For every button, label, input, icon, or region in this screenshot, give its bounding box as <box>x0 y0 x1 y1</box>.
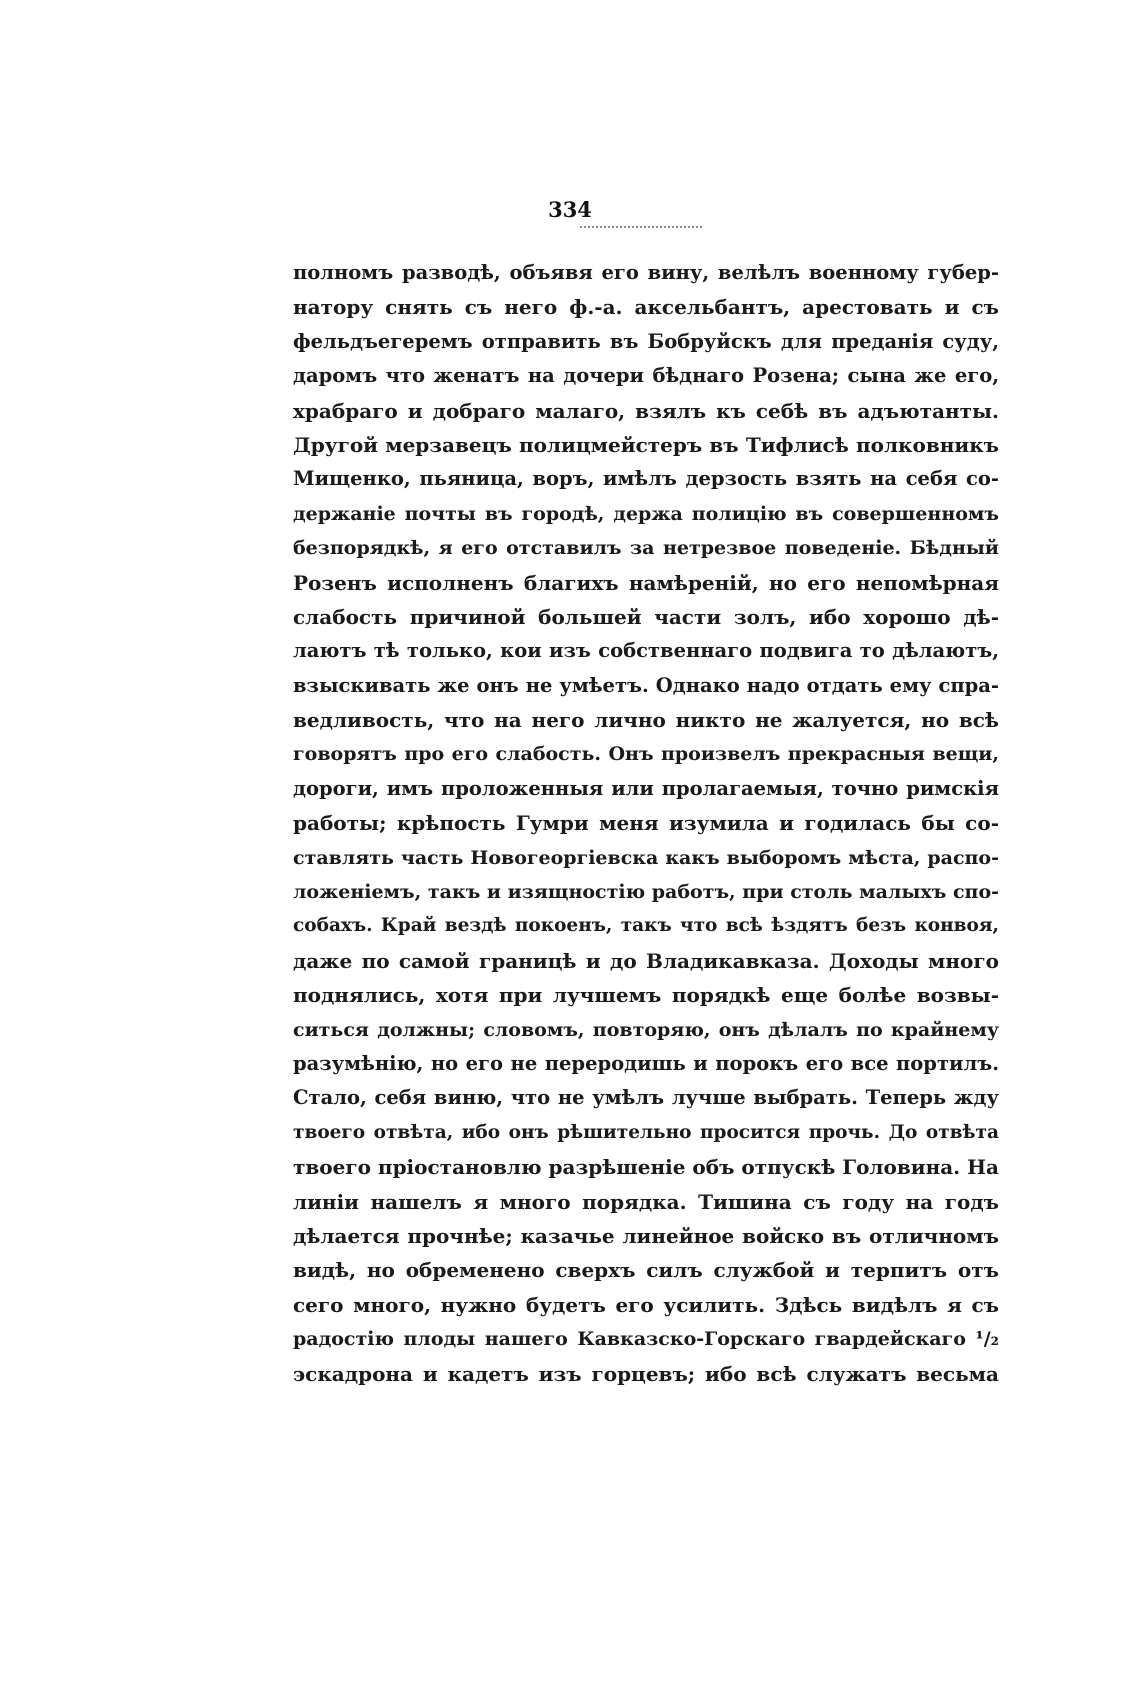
text-line: говорятъ про его слабость. Онъ произвелъ прекрасныя вещи, <box>293 743 999 766</box>
text-line: ложеніемъ, такъ и изящностію работъ, при столь малыхъ спо- <box>293 881 999 904</box>
text-line: фельдъегеремъ отправить въ Бобруйскъ для преданія суду, <box>293 329 999 353</box>
text-line: эскадрона и кадетъ изъ горцевъ; ибо всѣ служатъ весьма <box>293 1361 999 1386</box>
text-line: храбраго и добраго малаго, взялъ къ себѣ въ адъютанты. <box>293 398 999 423</box>
text-line: видѣ, но обременено сверхъ силъ службой и терпитъ отъ <box>293 1258 999 1283</box>
text-line: ситься должны; словомъ, повторяю, онъ дѣлалъ по крайнему <box>293 1018 999 1041</box>
text-line: взыскивать же онъ не умѣетъ. Однако надо отдать ему спра- <box>293 673 999 697</box>
text-line: даромъ что женатъ на дочери бѣднаго Розена; сына же его, <box>293 364 999 388</box>
text-line: твоего пріостановлю разрѣшеніе объ отпускѣ Головина. На <box>293 1155 999 1180</box>
page-number: 334 <box>548 197 592 222</box>
text-line: Мищенко, пьяница, воръ, имѣлъ дерзость взять на себя со- <box>293 467 999 491</box>
text-line: Стало, себя виню, что не умѣлъ лучше выбрать. Теперь жду <box>293 1086 999 1110</box>
text-line: сего много, нужно будетъ его усилить. Здѣсь видѣлъ я съ <box>293 1292 999 1317</box>
text-line: ведливость, что на него лично никто не жалуется, но всѣ <box>293 708 999 733</box>
text-line: собахъ. Край вездѣ покоенъ, такъ что всѣ ѣздятъ безъ конвоя, <box>293 915 999 937</box>
text-line: лаютъ тѣ только, кои изъ собственнаго подвига то дѣлаютъ, <box>293 639 999 663</box>
text-line: поднялись, хотя при лучшемъ порядкѣ еще болѣе возвы- <box>293 983 999 1008</box>
text-line: линіи нашелъ я много порядка. Тишина съ году на годъ <box>293 1189 999 1214</box>
text-line: натору снять съ него ф.-а. аксельбантъ, арестовать и съ <box>293 295 999 320</box>
text-line: твоего отвѣта, ибо онъ рѣшительно просится прочь. До отвѣта <box>293 1121 999 1143</box>
text-line: даже по самой границѣ и до Владикавказа. Доходы много <box>293 948 999 973</box>
text-line: безпорядкѣ, я его отставилъ за нетрезвое поведеніе. Бѣдный <box>293 537 999 560</box>
text-line: радостію плоды нашего Кавказско-Горскаго гвардейскаго ¹/₂ <box>293 1328 999 1351</box>
text-line: разумѣнію, но его не переродишь и порокъ его все портилъ. <box>293 1051 999 1075</box>
text-line: держаніе почты въ городѣ, держа полицію въ совершенномъ <box>293 502 999 525</box>
text-line: полномъ разводѣ, объявя его вину, велѣлъ военному губер- <box>293 261 999 284</box>
text-line: Розенъ исполненъ благихъ намѣреній, но его непомѣрная <box>293 570 999 595</box>
text-line: дороги, имъ проложенныя или пролагаемыя, точно римскія <box>293 776 999 800</box>
text-line: Другой мерзавецъ полицмейстеръ въ Тифлисѣ полковникъ <box>293 432 999 457</box>
body-text <box>293 256 999 1391</box>
text-line: дѣлается прочнѣе; казачье линейное войско въ отличномъ <box>293 1223 999 1248</box>
text-line: слабость причиной большей части золъ, ибо хорошо дѣ- <box>293 604 999 629</box>
header-ornament <box>580 226 702 236</box>
text-line: ставлять часть Новогеоргіевска какъ выборомъ мѣста, распо- <box>293 846 999 869</box>
text-line: работы; крѣпость Гумри меня изумила и годилась бы со- <box>293 811 999 836</box>
